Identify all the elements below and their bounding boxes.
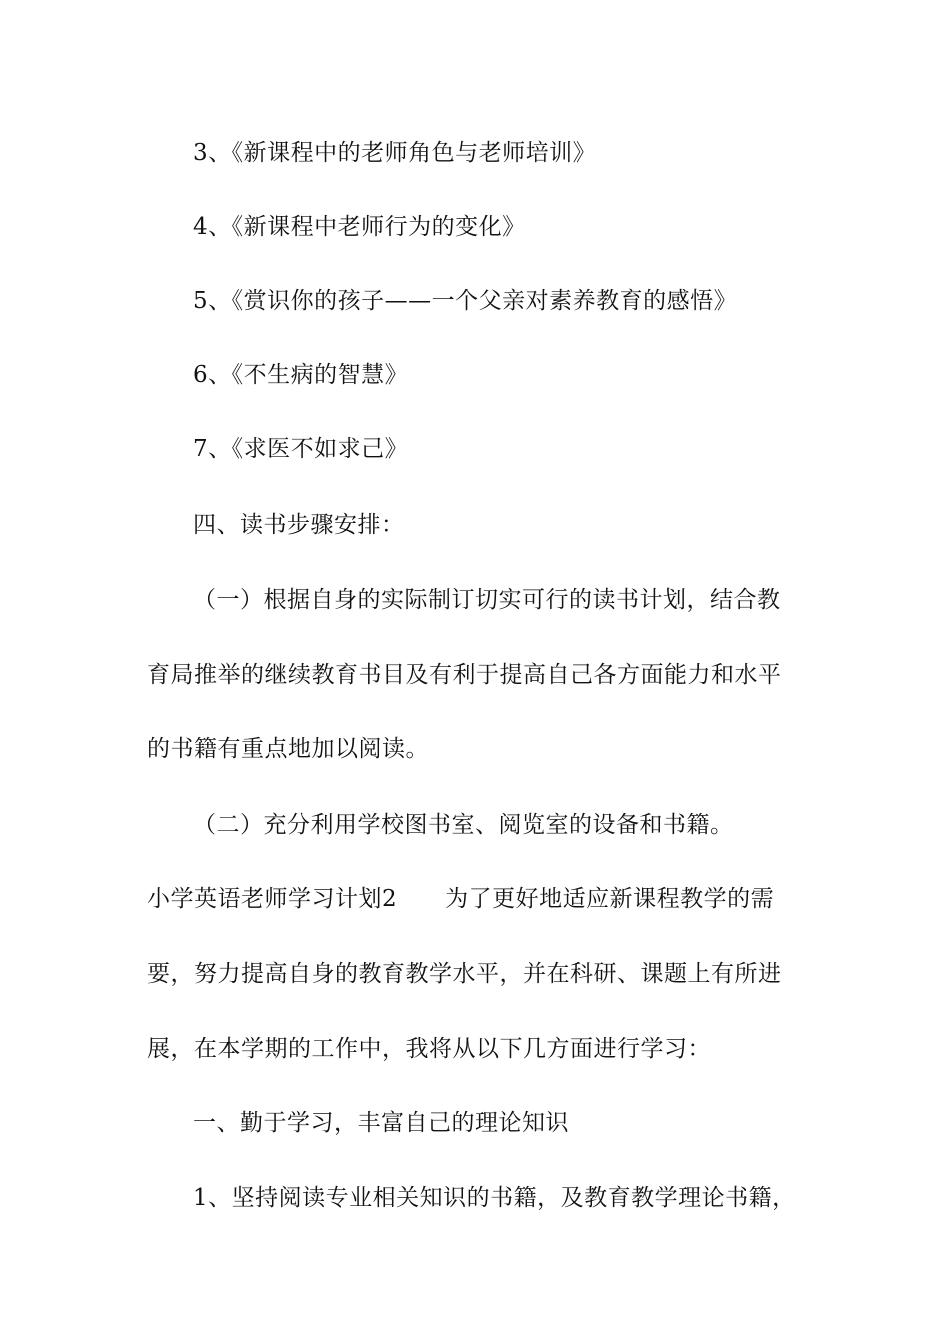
plan-intro-line-1: 为了更好地适应新课程教学的需 <box>445 886 775 912</box>
book-item-4: 4、《新课程中老师行为的变化》 <box>193 214 526 240</box>
book-item-3: 3、《新课程中的老师角色与老师培训》 <box>193 140 597 166</box>
paragraph-step-2: （二）充分利用学校图书室、阅览室的设备和书籍。 <box>193 812 734 838</box>
book-item-7: 7、《求医不如求己》 <box>193 436 409 462</box>
paragraph-step-1-line-3: 的书籍有重点地加以阅读。 <box>147 736 429 762</box>
section-heading-study: 一、勤于学习，丰富自己的理论知识 <box>193 1110 569 1136</box>
plan-intro-line-3: 展，在本学期的工作中，我将从以下几方面进行学习： <box>147 1036 711 1062</box>
section-heading-reading-steps: 四、读书步骤安排： <box>193 512 405 538</box>
book-item-5: 5、《赏识你的孩子——一个父亲对素养教育的感悟》 <box>193 288 738 314</box>
book-item-6: 6、《不生病的智慧》 <box>193 362 409 388</box>
paragraph-step-1-line-2: 育局推举的继续教育书目及有利于提高自己各方面能力和水平 <box>147 662 782 688</box>
paragraph-step-1-line-1: （一）根据自身的实际制订切实可行的读书计划，结合教 <box>193 587 781 613</box>
plan-intro-line-2: 要，努力提高自身的教育教学水平，并在科研、课题上有所进 <box>147 961 782 987</box>
plan-title-line <box>147 884 807 914</box>
study-item-1: 1、坚持阅读专业相关知识的书籍，及教育教学理论书籍， <box>193 1185 796 1211</box>
plan-title: 小学英语老师学习计划2 <box>147 886 398 912</box>
